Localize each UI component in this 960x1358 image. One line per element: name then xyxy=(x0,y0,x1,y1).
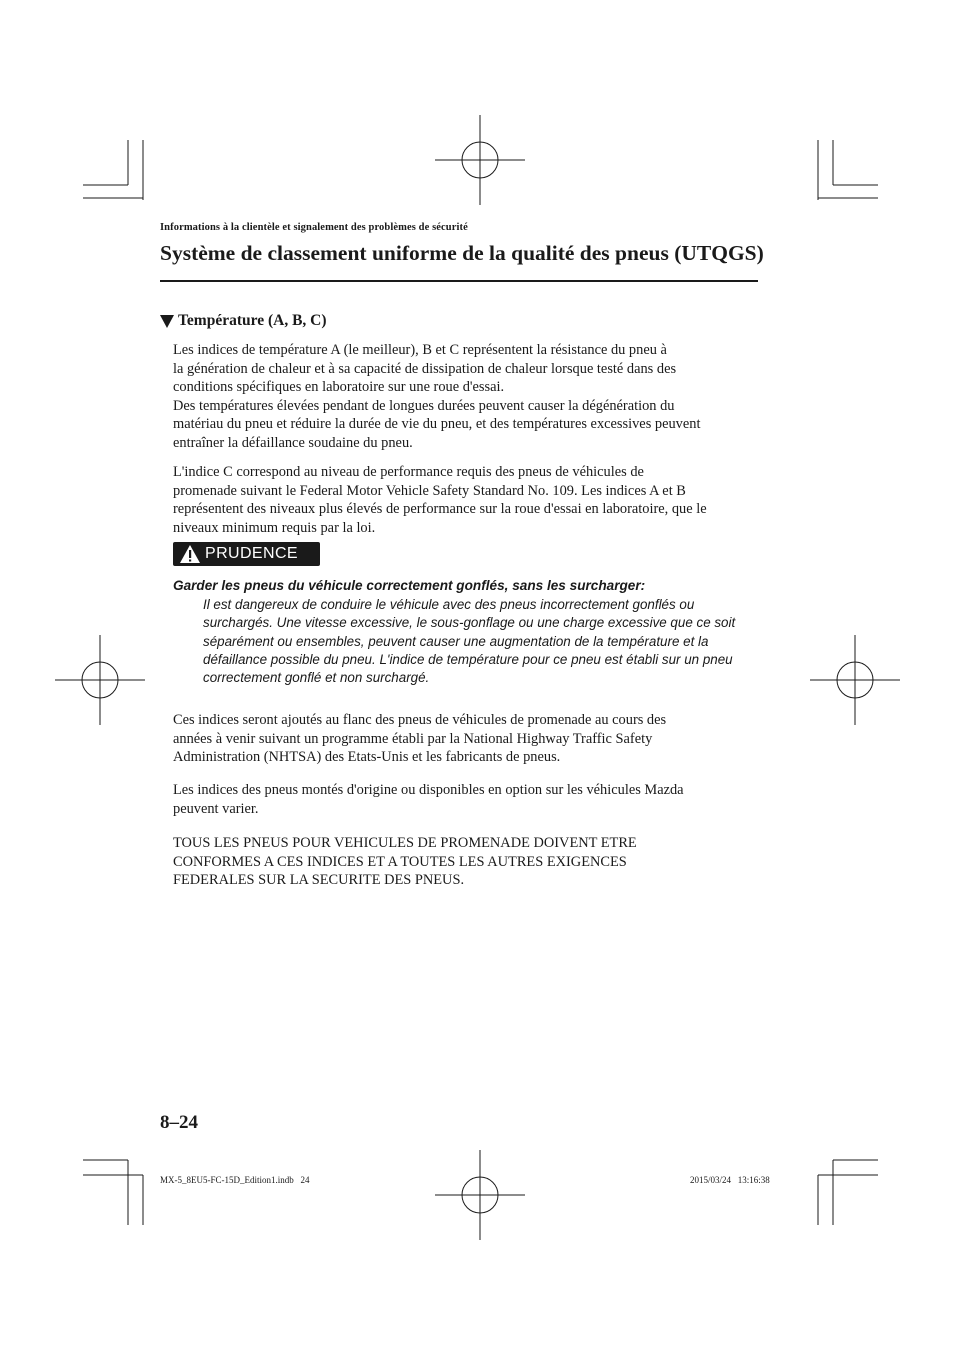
text-line: niveaux minimum requis par la loi. xyxy=(173,519,376,536)
text-line: Administration (NHTSA) des Etats-Unis et les fabricants de pneus. xyxy=(173,749,561,765)
text-line: TOUS LES PNEUS POUR VEHICULES DE PROMENADE DOIVENT ETRE xyxy=(173,835,637,851)
text-line: défaillance possible du pneu. L'indice de température pour ce pneu est établi sur un pneu xyxy=(203,651,733,667)
text-line: la génération de chaleur et à sa capacité de dissipation de chaleur lorsque testé dans des xyxy=(173,360,677,377)
text-line: surchargés. Une vitesse excessive, le sous-gonflage ou une charge excessive que ce soit xyxy=(203,615,736,631)
footer-timestamp: 2015/03/24 13:16:38 xyxy=(690,1175,770,1185)
text-line: représentent des niveaux plus élevés de performance sur la roue d'essai en laboratoire, que le xyxy=(173,501,707,517)
page-number: 8–24 xyxy=(160,1112,198,1133)
page-title: Système de classement uniforme de la qualité des pneus (UTQGS) xyxy=(160,241,764,265)
text-line: FEDERALES SUR LA SECURITE DES PNEUS. xyxy=(173,872,465,888)
caution-label: PRUDENCE xyxy=(205,545,298,562)
text-line: Les indices des pneus montés d'origine ou disponibles en option sur les véhicules Mazda xyxy=(173,782,684,798)
caution-body xyxy=(203,596,763,687)
paragraph-original-tires xyxy=(173,781,773,818)
text-line: conditions spécifiques en laboratoire sur une roue d'essai. xyxy=(173,379,505,395)
footer-file-name: MX-5_8EU5-FC-15D_Edition1.indb 24 xyxy=(160,1175,310,1185)
paragraph-temperature-intro xyxy=(173,341,773,452)
text-line: promenade suivant le Federal Motor Vehicle Safety Standard No. 109. Les indices A et B xyxy=(173,482,686,499)
text-line: années à venir suivant un programme établi par la National Highway Traffic Safety xyxy=(173,730,653,747)
paragraph-requirements xyxy=(173,834,773,890)
text-line: Ces indices seront ajoutés au flanc des pneus de véhicules de promenade au cours des xyxy=(173,712,667,728)
paragraph-index-c xyxy=(173,463,773,537)
text-line: Les indices de température A (le meilleur), B et C représentent la résistance du pneu à xyxy=(173,342,667,358)
text-line: Des températures élevées pendant de longues durées peuvent causer la dégénération du xyxy=(173,397,675,414)
section-heading-text: Température (A, B, C) xyxy=(178,312,327,329)
text-line: correctement gonflé et non surchargé. xyxy=(203,670,430,686)
text-line: CONFORMES A CES INDICES ET A TOUTES LES AUTRES EXIGENCES xyxy=(173,853,627,870)
chapter-header: Informations à la clientèle et signalement des problèmes de sécurité xyxy=(160,222,468,233)
text-line: matériau du pneu et réduire la durée de vie du pneu, et des températures excessives peuvent xyxy=(173,416,701,432)
text-line: L'indice C correspond au niveau de performance requis des pneus de véhicules de xyxy=(173,464,644,480)
header-divider xyxy=(160,280,758,282)
text-line: entraîner la défaillance soudaine du pneu. xyxy=(173,434,413,451)
text-line: séparément ou ensembles, peuvent causer une augmentation de la température et la xyxy=(203,633,709,649)
warning-icon xyxy=(179,544,201,564)
paragraph-indices-sidewall xyxy=(173,711,773,767)
text-line: Il est dangereux de conduire le véhicule avec des pneus incorrectement gonflés ou xyxy=(203,597,695,612)
triangle-down-icon xyxy=(160,315,174,328)
caution-badge xyxy=(173,542,320,566)
text-line: peuvent varier. xyxy=(173,800,259,817)
section-heading xyxy=(160,312,327,330)
caution-heading: Garder les pneus du véhicule correctement gonflés, sans les surcharger: xyxy=(173,578,646,593)
